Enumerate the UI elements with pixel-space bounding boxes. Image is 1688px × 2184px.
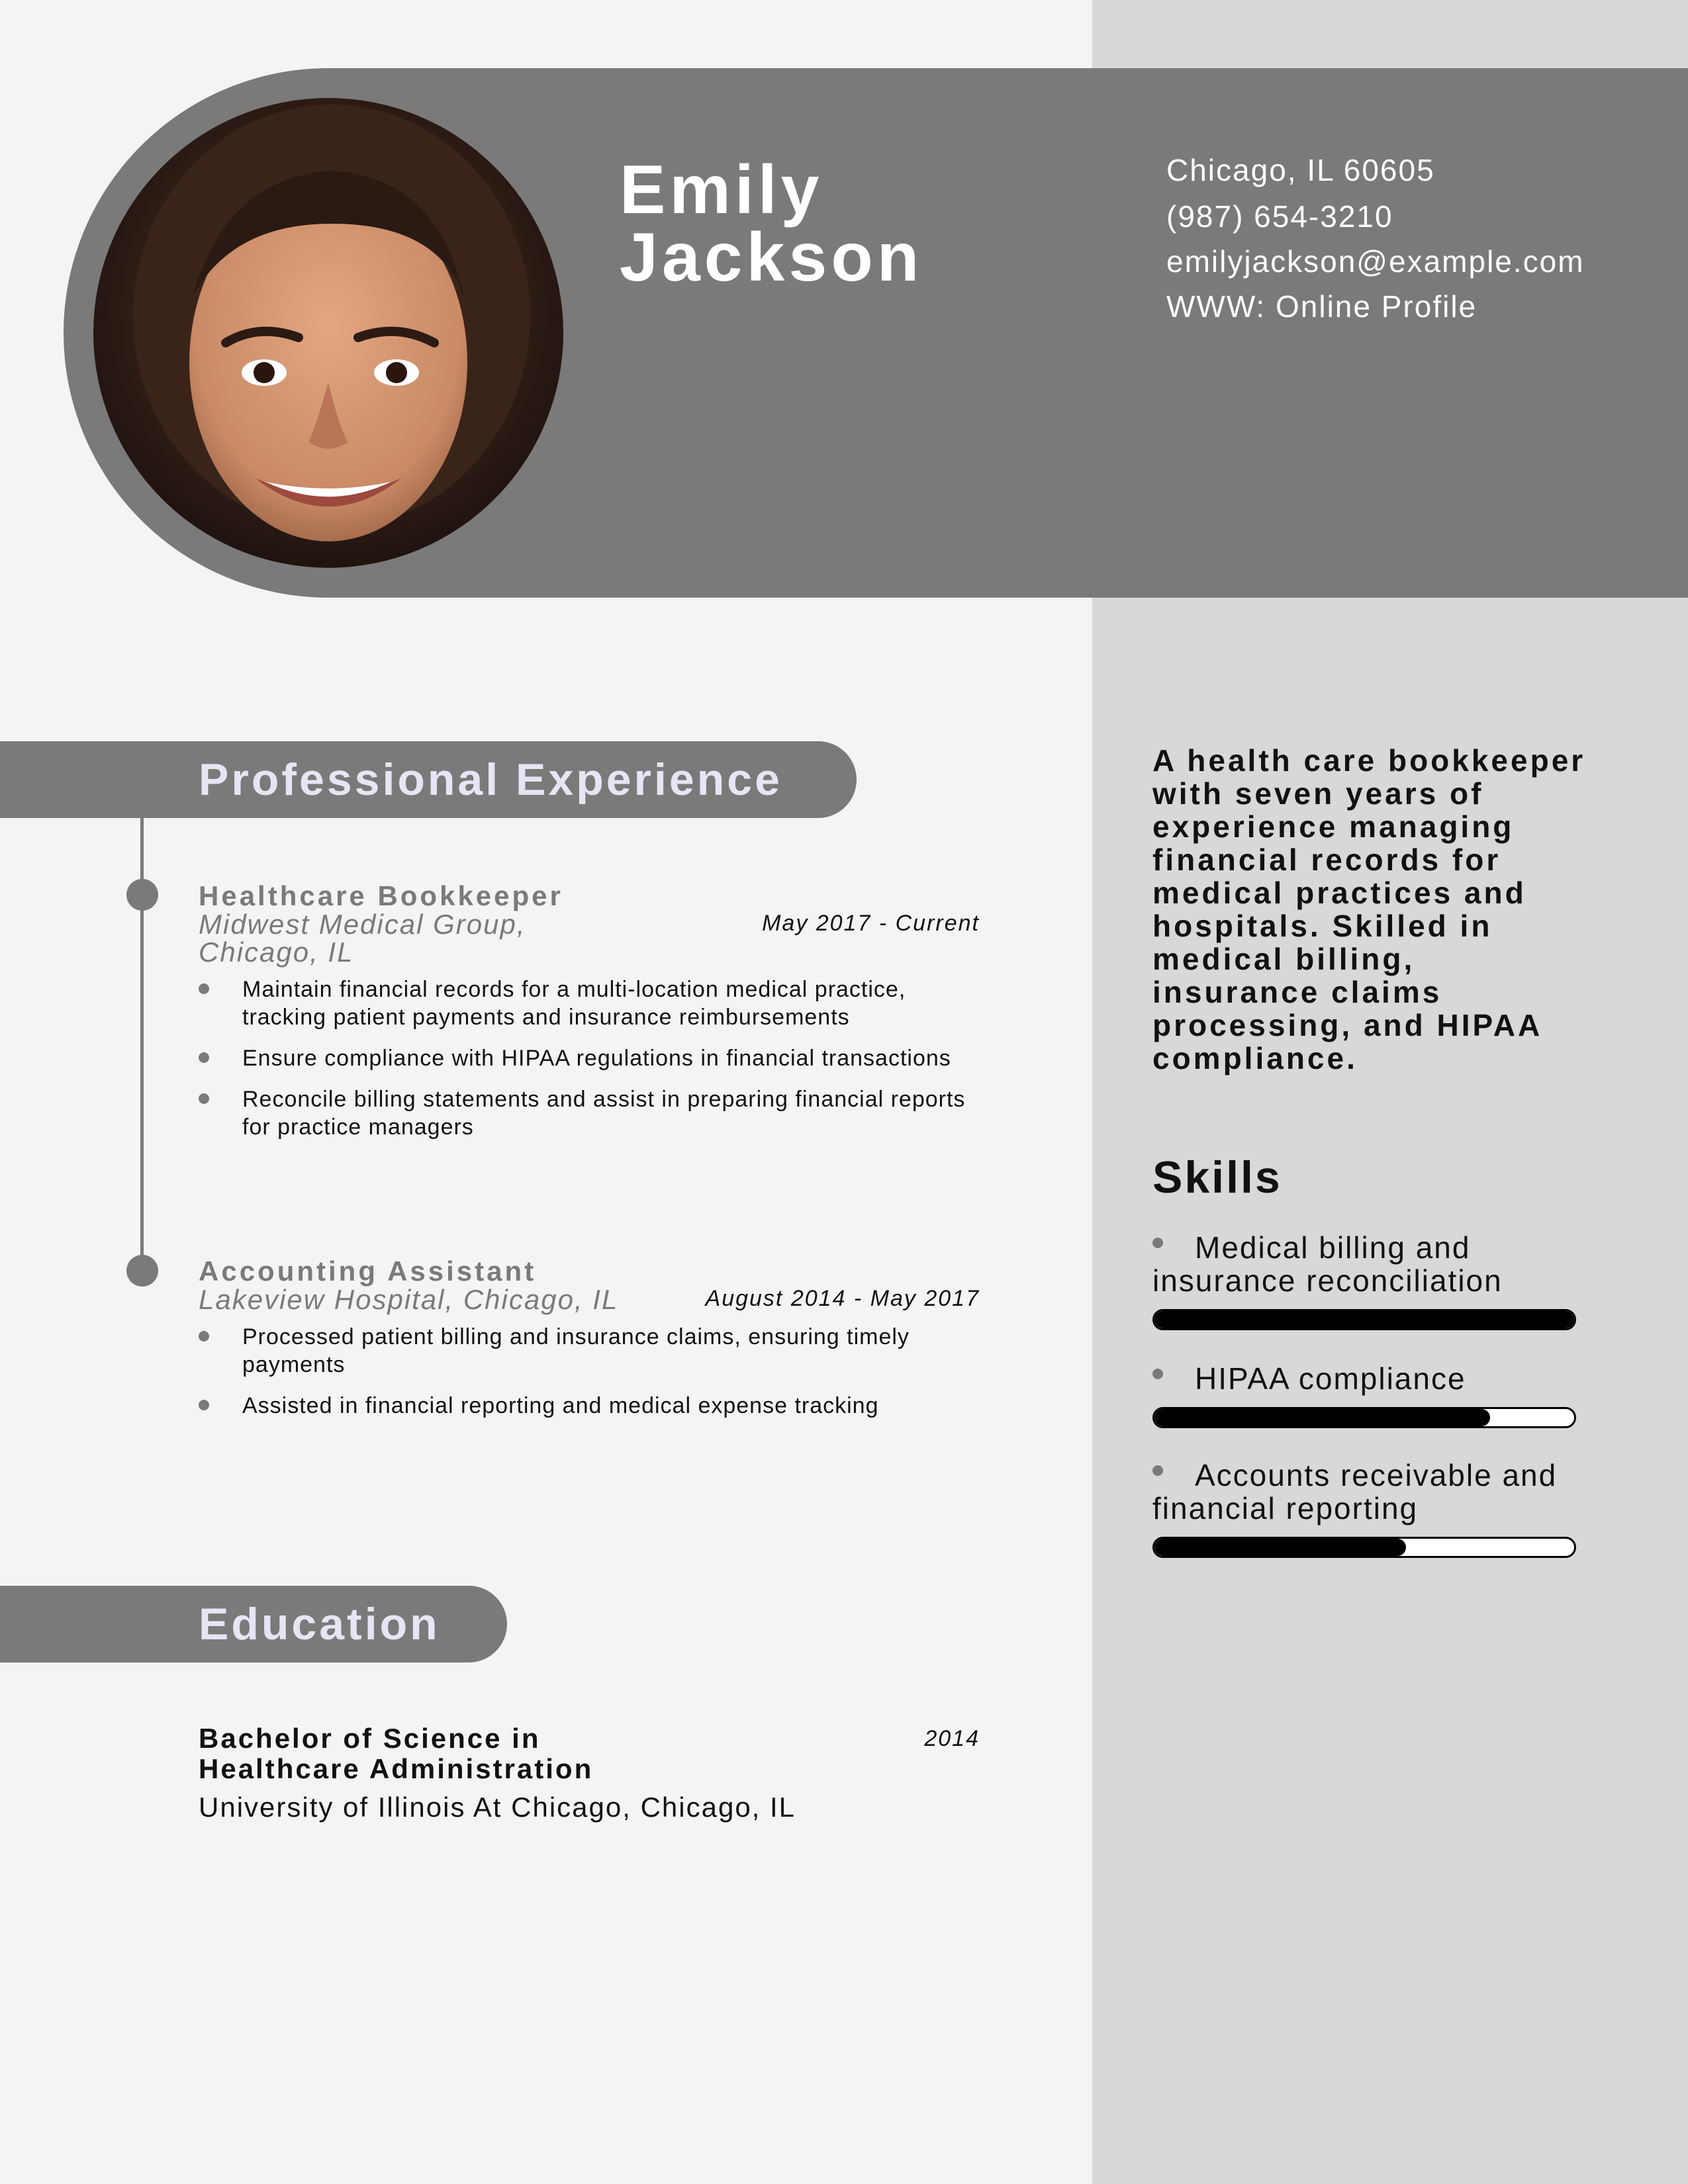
skill-label-text: Accounts receivable and financial reporting	[1152, 1458, 1558, 1525]
school: University of Illinois At Chicago, Chicago, IL	[199, 1792, 796, 1823]
timeline-dot	[126, 879, 158, 911]
list-item	[199, 1085, 980, 1141]
job-dates: August 2014 - May 2017	[705, 1286, 980, 1311]
phone: (987) 654-3210	[1166, 199, 1393, 234]
job-dates: May 2017 - Current	[762, 911, 980, 936]
skill-label	[1152, 1459, 1576, 1525]
last-name: Jackson	[620, 219, 923, 296]
bullet-icon	[1152, 1238, 1163, 1248]
experience-section-header	[0, 741, 857, 818]
education-section-header	[0, 1586, 507, 1662]
bullet-text: Processed patient billing and insurance claims, ensuring timely payments	[242, 1324, 910, 1377]
bullet-icon	[199, 1400, 209, 1410]
skill-level-fill	[1154, 1539, 1406, 1556]
list-item	[199, 1323, 980, 1379]
professional-summary: A health care bookkeeper with seven years of experience managing financial records for medical practices and hospitals. Skilled in medical billing, insurance claims processing, and HIPAA compliance.	[1152, 743, 1586, 1075]
bullet-text: Assisted in financial reporting and medical expense tracking	[242, 1393, 879, 1418]
skill-level-bar	[1152, 1309, 1576, 1330]
bullet-icon	[199, 1093, 209, 1104]
education-section-title: Education	[199, 1599, 440, 1649]
job-bullets	[199, 1323, 980, 1420]
job-role: Healthcare Bookkeeper	[199, 880, 563, 911]
skill-level-fill	[1154, 1311, 1574, 1328]
list-item	[199, 976, 980, 1031]
job-company: Lakeview Hospital, Chicago, IL	[199, 1284, 619, 1315]
education-entry	[199, 1723, 980, 1824]
job-entry	[199, 882, 980, 1154]
skills-title: Skills	[1152, 1152, 1282, 1203]
skill-label-text: HIPAA compliance	[1195, 1361, 1466, 1396]
job-company: Midwest Medical Group, Chicago, IL	[199, 909, 526, 968]
address: Chicago, IL 60605	[1166, 153, 1435, 187]
skill-item	[1152, 1231, 1576, 1330]
job-bullets	[199, 976, 980, 1141]
bullet-text: Ensure compliance with HIPAA regulations in financial transactions	[242, 1046, 951, 1071]
email-link[interactable]: emilyjackson@example.com	[1166, 244, 1585, 279]
skill-level-fill	[1154, 1409, 1490, 1426]
experience-section-title: Professional Experience	[199, 754, 782, 805]
skill-label	[1152, 1362, 1576, 1395]
skill-level-bar	[1152, 1407, 1576, 1428]
timeline-dot	[126, 1255, 158, 1287]
bullet-icon	[199, 983, 209, 994]
skill-label	[1152, 1231, 1576, 1297]
bullet-text: Reconcile billing statements and assist in preparing financial reports for practice managers	[242, 1087, 966, 1140]
candidate-name	[620, 152, 1017, 296]
list-item	[199, 1044, 980, 1072]
bullet-icon	[1152, 1369, 1163, 1379]
skill-level-bar	[1152, 1537, 1576, 1558]
job-entry	[199, 1257, 980, 1433]
skill-label-text: Medical billing and insurance reconciliation	[1152, 1230, 1503, 1298]
job-role: Accounting Assistant	[199, 1255, 537, 1287]
list-item	[199, 1392, 980, 1420]
bullet-text: Maintain financial records for a multi-location medical practice, tracking patient payments and insurance reimbursements	[242, 977, 906, 1030]
profile-photo	[93, 98, 563, 568]
bullet-icon	[199, 1331, 209, 1342]
website-link[interactable]: WWW: Online Profile	[1166, 289, 1477, 324]
bullet-icon	[199, 1052, 209, 1063]
education-year: 2014	[924, 1726, 980, 1751]
skill-item	[1152, 1459, 1576, 1558]
skill-item	[1152, 1362, 1576, 1428]
contact-info	[1166, 154, 1590, 336]
degree: Bachelor of Science in Healthcare Administration	[199, 1723, 594, 1784]
first-name: Emily	[620, 152, 823, 228]
bullet-icon	[1152, 1465, 1163, 1476]
